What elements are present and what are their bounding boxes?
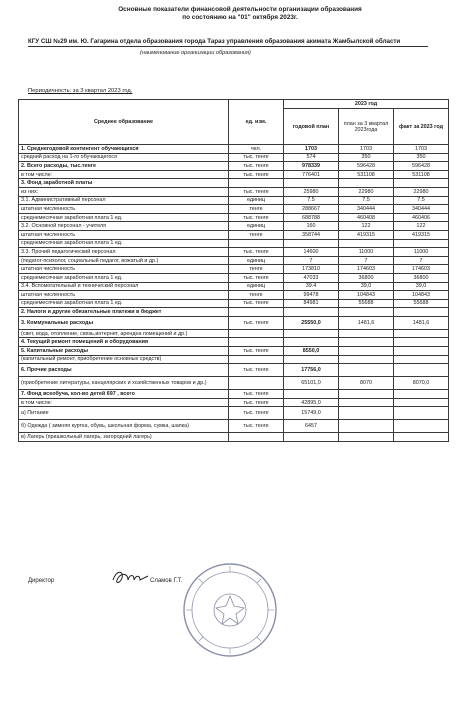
table-row [19, 248, 449, 257]
cell-name: (капитальный ремонт, приобретение основных средств) [19, 355, 229, 364]
cell-plan [339, 308, 394, 317]
cell-annual [284, 308, 339, 317]
cell-plan: 340444 [339, 205, 394, 214]
cell-plan [339, 364, 394, 377]
cell-plan: 7.5 [339, 196, 394, 205]
header-unit: ед. изм. [229, 100, 284, 145]
director-label: Директор [28, 578, 55, 584]
cell-fact: 596428 [394, 162, 449, 171]
cell-fact [394, 433, 449, 442]
cell-plan: 460408 [339, 213, 394, 222]
cell-annual [284, 338, 339, 347]
cell-unit: тыс. тенге [229, 248, 284, 257]
cell-fact [394, 239, 449, 248]
organization-name: КГУ СШ №29 им. Ю. Гагарина отдела образования города Тараз управления образования акимата Жамбылской области [28, 38, 401, 45]
cell-annual: 15749,0 [284, 407, 339, 420]
cell-annual: 84981 [284, 299, 339, 308]
cell-plan: 1481,6 [339, 316, 394, 329]
cell-annual [284, 355, 339, 364]
cell-name: в том числе: [19, 398, 229, 407]
cell-plan [339, 390, 394, 399]
cell-annual [284, 390, 339, 399]
cell-plan: 8070 [339, 377, 394, 390]
table-row [19, 364, 449, 377]
cell-unit [229, 338, 284, 347]
header-fact-q3: факт за 2023 год [394, 109, 449, 145]
cell-plan: 36800 [339, 273, 394, 282]
cell-unit [229, 329, 284, 338]
cell-fact: 340444 [394, 205, 449, 214]
document-title [90, 6, 390, 22]
cell-unit [229, 355, 284, 364]
cell-unit: тыс. тенге [229, 170, 284, 179]
cell-name: среднемесячная заработная плата 1 ед. [19, 273, 229, 282]
cell-unit: тыс. тенге [229, 364, 284, 377]
table-row [19, 145, 449, 154]
cell-fact: 8070,0 [394, 377, 449, 390]
cell-name: штатная численность [19, 265, 229, 274]
cell-name: 3.2. Основной персонал - учителя [19, 222, 229, 231]
cell-plan [339, 338, 394, 347]
cell-unit: тыс. тенге [229, 213, 284, 222]
table-row [19, 265, 449, 274]
cell-name: из них: [19, 187, 229, 196]
cell-plan: 1703 [339, 145, 394, 154]
cell-unit: единиц [229, 256, 284, 265]
cell-fact: 419315 [394, 230, 449, 239]
table-row [19, 222, 449, 231]
cell-fact [394, 308, 449, 317]
table-row [19, 153, 449, 162]
cell-name: среднемесячная заработная плата 1 ед. [19, 239, 229, 248]
table-row [19, 398, 449, 407]
cell-plan: 39,0 [339, 282, 394, 291]
official-stamp [180, 560, 280, 665]
cell-fact: 36800 [394, 273, 449, 282]
cell-plan: 104843 [339, 291, 394, 300]
cell-name: 6. Прочие расходы [19, 364, 229, 377]
cell-annual: 8550,0 [284, 347, 339, 356]
cell-fact: 460406 [394, 213, 449, 222]
cell-unit: тыс. тенге [229, 316, 284, 329]
cell-annual: 160 [284, 222, 339, 231]
cell-fact: 122 [394, 222, 449, 231]
table-row [19, 196, 449, 205]
cell-name: а) Питание [19, 407, 229, 420]
cell-plan [339, 398, 394, 407]
cell-annual: 65101,0 [284, 377, 339, 390]
cell-fact [394, 347, 449, 356]
cell-unit: единиц [229, 196, 284, 205]
cell-plan [339, 355, 394, 364]
cell-fact [394, 364, 449, 377]
cell-annual: 173810 [284, 265, 339, 274]
table-row [19, 187, 449, 196]
table-row [19, 355, 449, 364]
cell-name: штатная численность [19, 230, 229, 239]
cell-name: 1. Среднегодовой контингент обучающихся [19, 145, 229, 154]
cell-unit: тенге [229, 291, 284, 300]
table-row [19, 230, 449, 239]
cell-annual: 776401 [284, 170, 339, 179]
cell-name: в) Лагерь (пришкольный лагерь, загородний лагерь) [19, 433, 229, 442]
cell-annual: 14600 [284, 248, 339, 257]
table-row [19, 390, 449, 399]
table-row [19, 407, 449, 420]
table-body [19, 145, 449, 442]
table-row [19, 347, 449, 356]
organization-caption: (наименование организации образования) [140, 50, 251, 56]
cell-fact [394, 407, 449, 420]
cell-name: в том числе: [19, 170, 229, 179]
cell-plan [339, 420, 394, 433]
cell-unit [229, 308, 284, 317]
cell-fact [394, 398, 449, 407]
cell-annual: 6457 [284, 420, 339, 433]
cell-plan: 419315 [339, 230, 394, 239]
cell-plan: 596428 [339, 162, 394, 171]
cell-unit [229, 433, 284, 442]
table-row [19, 205, 449, 214]
cell-fact: 1481,6 [394, 316, 449, 329]
cell-unit: чел. [229, 145, 284, 154]
cell-fact: 39,0 [394, 282, 449, 291]
cell-unit: единиц [229, 282, 284, 291]
cell-name: б) Одежда ( зимняя куртка, обувь, школьная форма, сумка, шапка) [19, 420, 229, 433]
header-year: 2023 год [284, 100, 449, 109]
financial-table [18, 99, 449, 442]
cell-plan [339, 179, 394, 188]
cell-unit: единиц [229, 222, 284, 231]
cell-name: штатная численность [19, 291, 229, 300]
cell-annual: 688788 [284, 213, 339, 222]
table-row [19, 273, 449, 282]
header-plan-q3: план за 3 квартал 2023года [339, 109, 394, 145]
table-row [19, 316, 449, 329]
cell-name: 3. Коммунальные расходы [19, 316, 229, 329]
cell-name: 3. Фонд заработной платы [19, 179, 229, 188]
table-row [19, 420, 449, 433]
table-row [19, 239, 449, 248]
cell-plan: 531108 [339, 170, 394, 179]
cell-fact: 7.5 [394, 196, 449, 205]
cell-name: (свет, вода, отопление, связь,интернет, арендна помещений и др.) [19, 329, 229, 338]
director-name: Сламов Г.Т. [150, 578, 183, 584]
table-row [19, 162, 449, 171]
cell-annual: 288667 [284, 205, 339, 214]
table-row [19, 179, 449, 188]
cell-unit: тыс. тенге [229, 347, 284, 356]
cell-fact [394, 329, 449, 338]
table-row [19, 291, 449, 300]
cell-unit: тенге [229, 205, 284, 214]
cell-annual: 47033 [284, 273, 339, 282]
cell-unit: тыс. тенге [229, 407, 284, 420]
cell-name: среднемесячная заработная плата 1 ед. [19, 299, 229, 308]
cell-unit: тыс. тенге [229, 299, 284, 308]
cell-unit: тыс. тенге [229, 398, 284, 407]
cell-annual: 17756,0 [284, 364, 339, 377]
cell-annual [284, 239, 339, 248]
cell-name: средний расход на 1-го обучающегося [19, 153, 229, 162]
cell-plan [339, 239, 394, 248]
organization-underline [28, 46, 428, 47]
cell-unit [229, 239, 284, 248]
cell-name: штатная численность [19, 205, 229, 214]
cell-annual: 99478 [284, 291, 339, 300]
cell-annual [284, 329, 339, 338]
cell-name: 5. Капитальные расходы [19, 347, 229, 356]
table-row [19, 377, 449, 390]
cell-unit: тенге [229, 230, 284, 239]
cell-name: 7. Фонд всеобуча, кол-во детей 697 , всего [19, 390, 229, 399]
cell-name: 2. Налоги и другие обязательные платежи в бюджет [19, 308, 229, 317]
cell-name: (приобретение литературы, канцелярских и хозяйственных товаров и др.) [19, 377, 229, 390]
cell-fact [394, 390, 449, 399]
cell-fact: 7 [394, 256, 449, 265]
cell-annual: 358744 [284, 230, 339, 239]
cell-plan [339, 407, 394, 420]
cell-unit: тыс. тенге [229, 420, 284, 433]
cell-name: (педагог-психолог, социальный педагог, вожатый и др.) [19, 256, 229, 265]
cell-name: 3.4. Вспомогательный и технический персонал [19, 282, 229, 291]
cell-unit: тыс. тенге [229, 273, 284, 282]
cell-plan: 11000 [339, 248, 394, 257]
cell-plan [339, 329, 394, 338]
title-line-2: по состоянию на "01" октября 2023г. [182, 14, 298, 21]
cell-annual: 574 [284, 153, 339, 162]
cell-unit: тенге [229, 265, 284, 274]
cell-fact: 1703 [394, 145, 449, 154]
cell-unit: тыс. тенге [229, 390, 284, 399]
cell-unit [229, 179, 284, 188]
cell-plan: 174603 [339, 265, 394, 274]
cell-annual: 25550,0 [284, 316, 339, 329]
cell-annual: 39.4 [284, 282, 339, 291]
cell-annual [284, 179, 339, 188]
cell-fact [394, 179, 449, 188]
cell-annual: 7 [284, 256, 339, 265]
cell-name: 3.1. Административный персонал [19, 196, 229, 205]
cell-name: 3.3. Прочий педагогический персонал [19, 248, 229, 257]
cell-fact [394, 355, 449, 364]
table-row [19, 256, 449, 265]
cell-name: 2. Всего расходы, тыс.тенге [19, 162, 229, 171]
cell-annual [284, 433, 339, 442]
table-row [19, 433, 449, 442]
cell-fact: 104843 [394, 291, 449, 300]
table-row [19, 213, 449, 222]
cell-annual: 1703 [284, 145, 339, 154]
title-line-1: Основные показатели финансовой деятельности организации образования [118, 6, 362, 13]
reporting-period: Периодичность: за 3 квартал 2023 год. [28, 88, 133, 94]
cell-fact [394, 338, 449, 347]
cell-fact: 11000 [394, 248, 449, 257]
cell-name: среднемесячная заработная плата 1 ед. [19, 213, 229, 222]
cell-name: 4. Текущий ремонт помещений и оборудования [19, 338, 229, 347]
cell-unit [229, 377, 284, 390]
cell-fact: 531108 [394, 170, 449, 179]
cell-fact: 174603 [394, 265, 449, 274]
cell-fact [394, 420, 449, 433]
table-row [19, 338, 449, 347]
cell-plan [339, 433, 394, 442]
cell-annual: 7.5 [284, 196, 339, 205]
cell-plan [339, 347, 394, 356]
table-row [19, 282, 449, 291]
header-annual-plan: годовой план [284, 109, 339, 145]
cell-unit: тыс. тенге [229, 187, 284, 196]
table-row [19, 308, 449, 317]
table-row [19, 170, 449, 179]
director-signature [110, 566, 150, 593]
cell-plan: 122 [339, 222, 394, 231]
cell-annual: 42895,0 [284, 398, 339, 407]
table-row [19, 329, 449, 338]
cell-plan: 22980 [339, 187, 394, 196]
cell-annual: 25980 [284, 187, 339, 196]
cell-fact: 55688 [394, 299, 449, 308]
table-row [19, 299, 449, 308]
cell-unit: тыс. тенге [229, 162, 284, 171]
cell-fact: 350 [394, 153, 449, 162]
header-name: Среднее образование [19, 100, 229, 145]
cell-annual: 978339 [284, 162, 339, 171]
cell-plan: 350 [339, 153, 394, 162]
cell-plan: 55688 [339, 299, 394, 308]
cell-unit: тыс. тенге [229, 153, 284, 162]
cell-plan: 7 [339, 256, 394, 265]
cell-fact: 22980 [394, 187, 449, 196]
